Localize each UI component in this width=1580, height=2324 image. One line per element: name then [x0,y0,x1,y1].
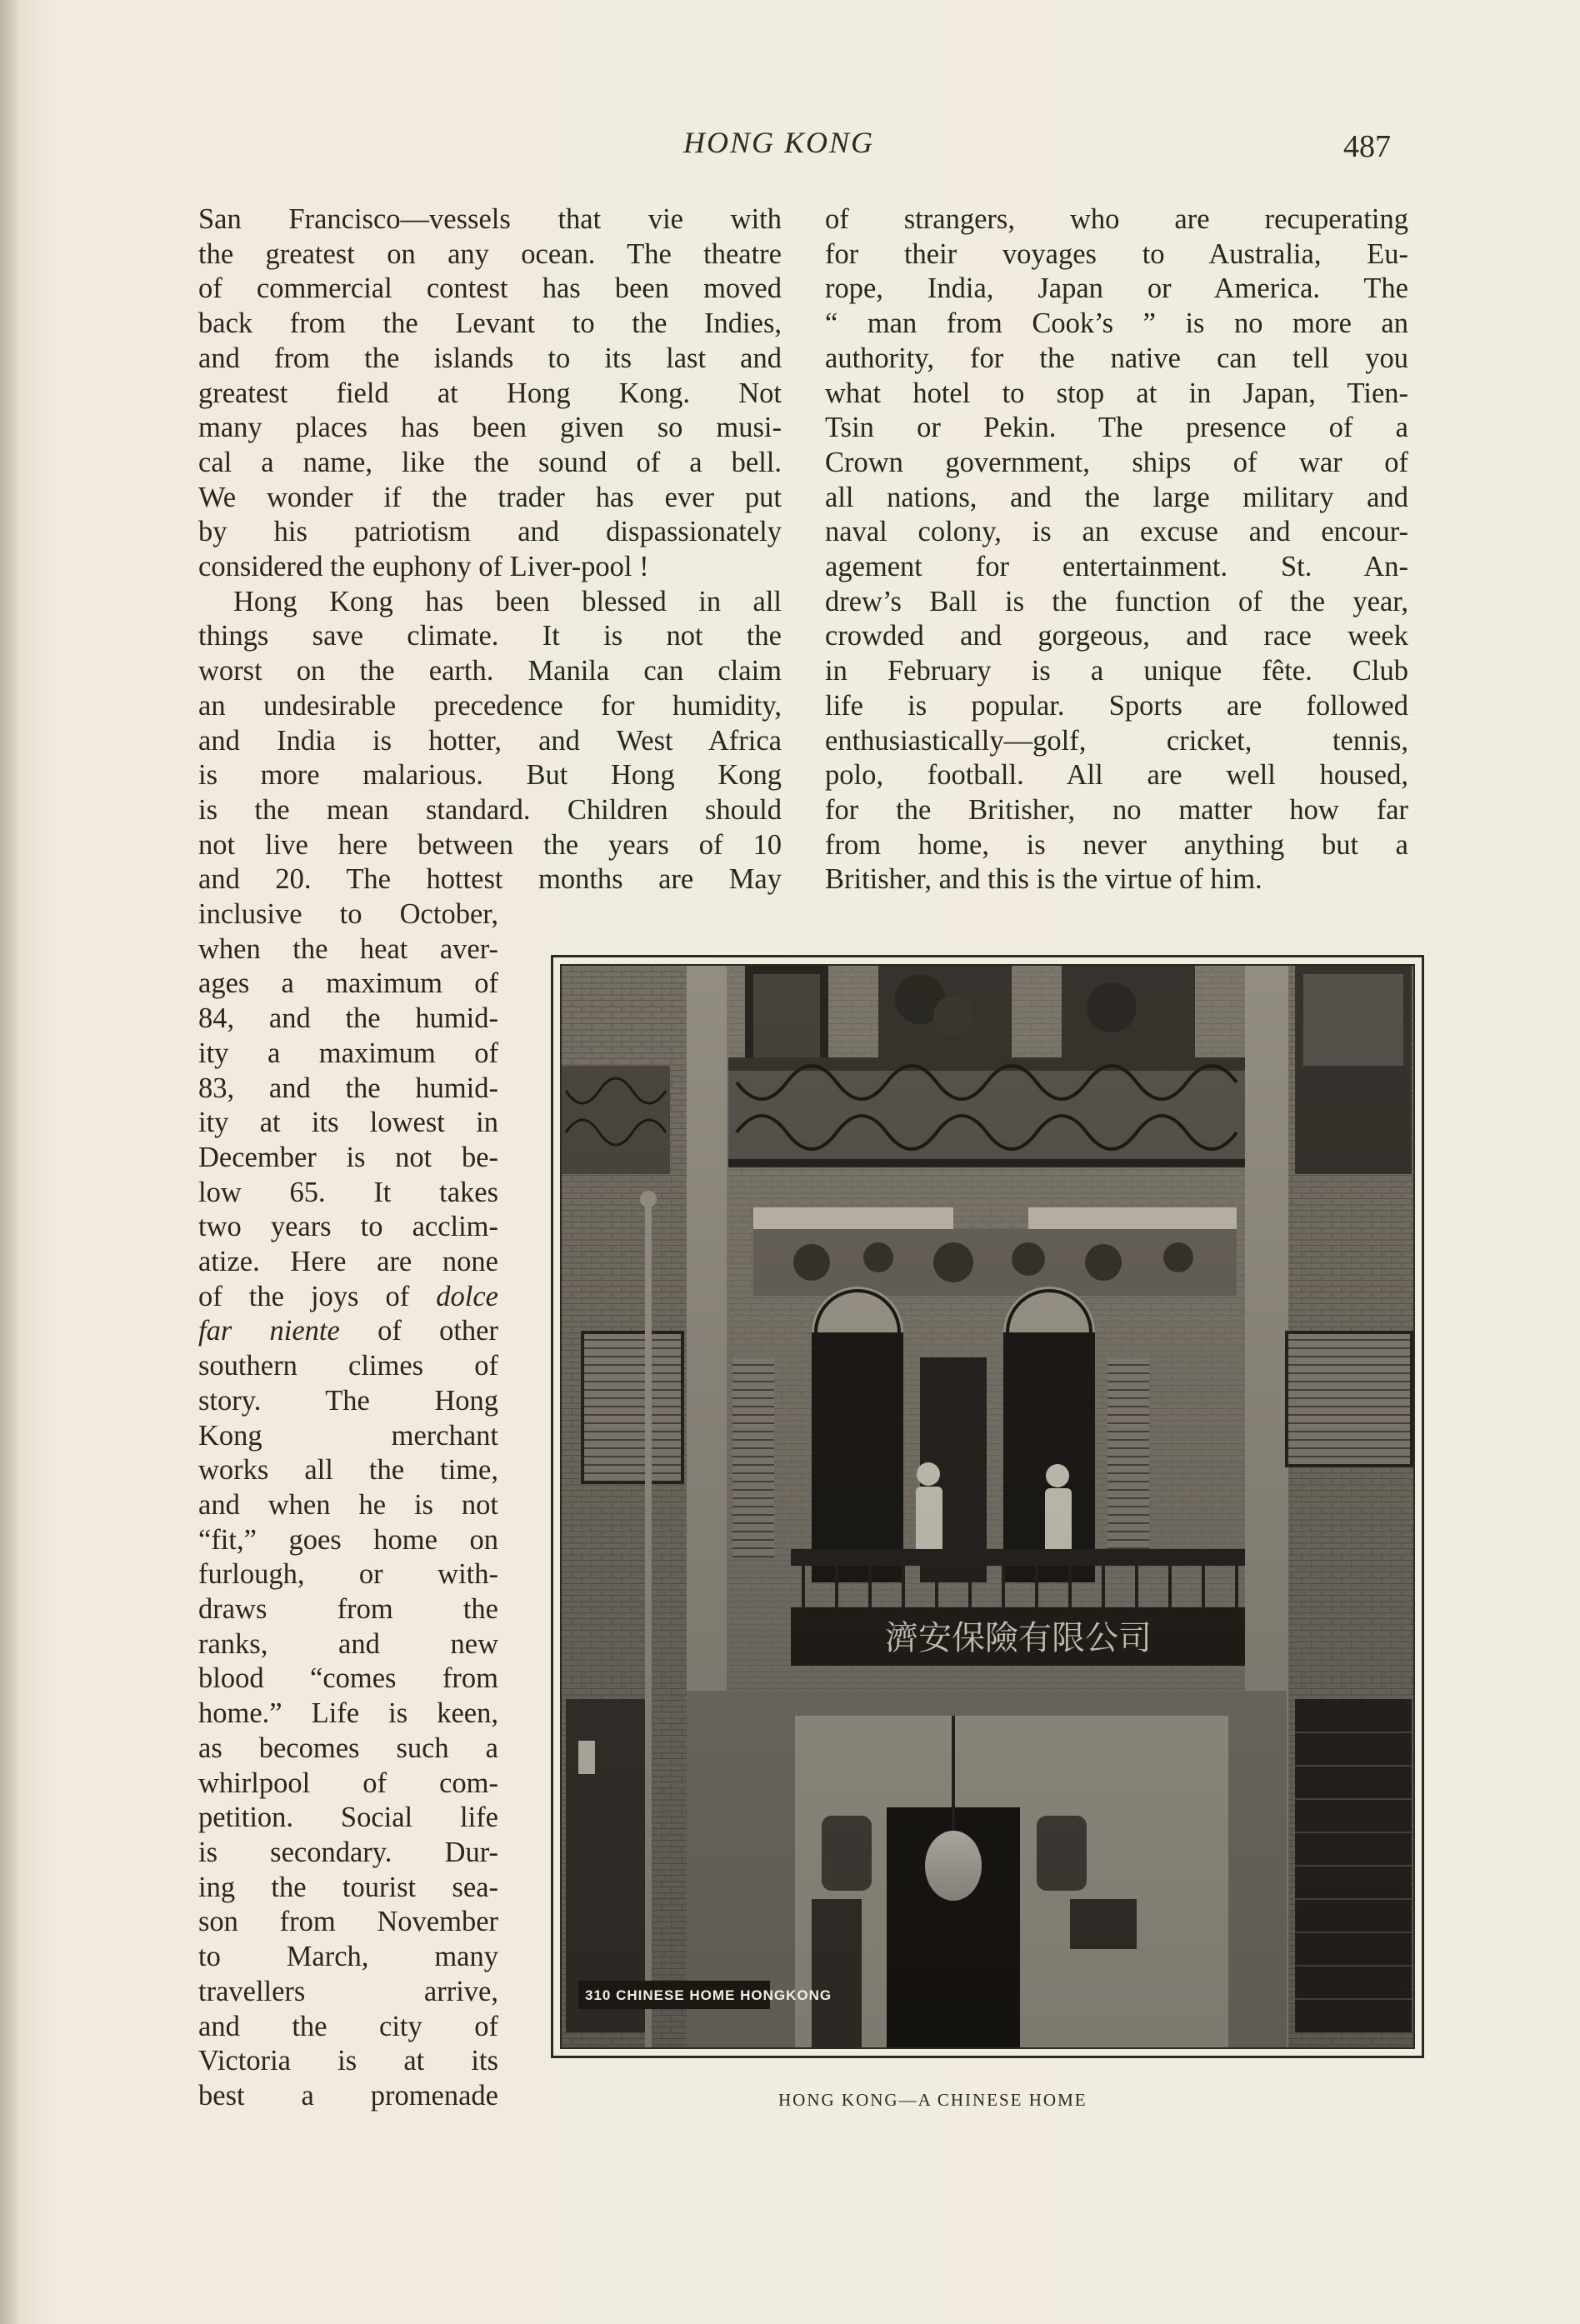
page-gutter [0,0,18,2324]
text-line: enthusiastically—golf, cricket, tennis, [825,724,1408,757]
text-line: ity a maximum of [198,1037,498,1069]
text-line: story. The Hong [198,1384,498,1417]
text-line: greatest field at Hong Kong. Not [198,377,782,409]
text-line: by his patriotism and dispassionately [198,516,782,548]
text-line: Kong merchant [198,1419,498,1452]
text-line: December is not be- [198,1141,498,1173]
text-line: agement for entertainment. St. An- [825,551,1408,583]
text-line: “ man from Cook’s ” is no more an [825,307,1408,340]
text-line: life is popular. Sports are followed [825,689,1408,722]
text-line: polo, football. All are well housed, [825,759,1408,792]
text-line: far niente of other [198,1315,498,1347]
text-line: worst on the earth. Manila can claim [198,655,782,687]
photograph-chinese-home [560,964,1415,2049]
building-facade-image [562,966,1415,2049]
text-line: from home, is never anything but a [825,828,1408,861]
text-line: is the mean standard. Children should [198,793,782,826]
text-line: naval colony, is an excuse and encour- [825,516,1408,548]
text-line: to March, many [198,1941,498,1973]
text-line: works all the time, [198,1454,498,1487]
text-line: two years to acclim- [198,1211,498,1243]
text-line: Victoria is at its [198,2045,498,2077]
text-line: petition. Social life [198,1802,498,1834]
text-line: cal a name, like the sound of a bell. [198,446,782,478]
text-line: in February is a unique fête. Club [825,655,1408,687]
text-line: We wonder if the trader has ever put [198,481,782,513]
left-column-top [198,202,782,897]
text-line: draws from the [198,1593,498,1626]
text-line: and the city of [198,2010,498,2042]
page-header [0,125,1580,175]
text-line: ing the tourist sea- [198,1871,498,1903]
text-line: for the Britisher, no matter how far [825,793,1408,826]
text-line: blood “comes from [198,1662,498,1695]
text-line: whirlpool of com- [198,1767,498,1799]
left-column-narrow [198,897,498,2114]
text-line: of the joys of dolce [198,1280,498,1312]
text-line: and from the islands to its last and [198,342,782,374]
photo-frame [551,955,1424,2058]
text-line: inclusive to October, [198,898,498,930]
photo-caption: HONG KONG—A CHINESE HOME [778,2090,1088,2110]
text-line: son from November [198,1906,498,1938]
text-line: an undesirable precedence for humidity, [198,689,782,722]
text-line: low 65. It takes [198,1176,498,1208]
text-line: 84, and the humid- [198,1002,498,1035]
text-line: of commercial contest has been moved [198,272,782,305]
text-line: southern climes of [198,1350,498,1382]
text-line: and when he is not [198,1488,498,1521]
text-line: authority, for the native can tell you [825,342,1408,374]
text-line: Crown government, ships of war of [825,446,1408,478]
text-line: Britisher, and this is the virtue of him. [825,863,1262,896]
text-line: and India is hotter, and West Africa [198,724,782,757]
text-line: 83, and the humid- [198,1072,498,1104]
plate-label: 310 CHINESE HOME HONGKONG [585,1987,832,2003]
text-line: drew’s Ball is the function of the year, [825,585,1408,617]
text-line: best a promenade [198,2079,498,2112]
text-line: rope, India, Japan or America. The [825,272,1408,305]
text-line: what hotel to stop at in Japan, Tien- [825,377,1408,409]
text-line: as becomes such a [198,1732,498,1764]
right-column-top [825,202,1408,897]
page-number: 487 [1343,129,1391,164]
text-line: Tsin or Pekin. The presence of a [825,412,1408,444]
text-line: furlough, or with- [198,1558,498,1591]
running-title: HONG KONG [683,126,875,159]
text-line: crowded and gorgeous, and race week [825,620,1408,652]
text-line: when the heat aver- [198,932,498,965]
text-line: ages a maximum of [198,967,498,1000]
text-line: “fit,” goes home on [198,1523,498,1556]
text-line: is secondary. Dur- [198,1836,498,1868]
text-line: ity at its lowest in [198,1107,498,1139]
text-line: of strangers, who are recuperating [825,203,1408,235]
text-line: travellers arrive, [198,1975,498,2007]
text-line: is more malarious. But Hong Kong [198,759,782,792]
text-line: atize. Here are none [198,1246,498,1278]
text-line: the greatest on any ocean. The theatre [198,237,782,270]
text-line: ranks, and new [198,1627,498,1660]
text-line: back from the Levant to the Indies, [198,307,782,340]
text-line: all nations, and the large military and [825,481,1408,513]
text-line: things save climate. It is not the [198,620,782,652]
text-line: for their voyages to Australia, Eu- [825,237,1408,270]
text-line: and 20. The hottest months are May [198,863,782,896]
text-line: many places has been given so musi- [198,412,782,444]
text-line: not live here between the years of 10 [198,828,782,861]
text-line: San Francisco—vessels that vie with [198,203,782,235]
text-line: home.” Life is keen, [198,1697,498,1730]
text-line: considered the euphony of Liver-pool ! [198,551,649,583]
text-line: Hong Kong has been blessed in all [233,585,782,617]
